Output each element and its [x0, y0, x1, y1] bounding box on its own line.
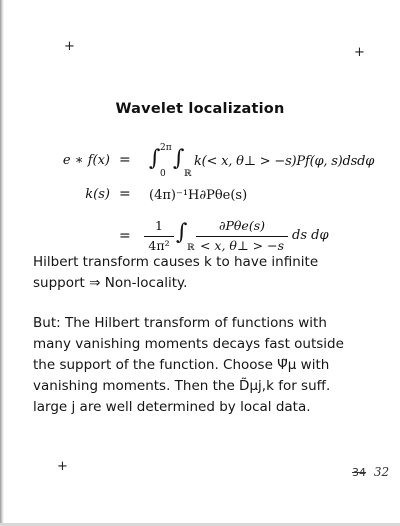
eq3-frac1-denominator: 4π² [148, 238, 170, 253]
eq2-rhs: (4π)⁻¹H∂Pθe(s) [149, 188, 248, 203]
eq3-integral: ∫ [176, 220, 188, 245]
registration-mark-top-left: + [64, 39, 75, 54]
eq1-integral-2: ∫ [173, 146, 185, 171]
paragraph2-line1: But: The Hilbert transform of functions with [33, 315, 327, 331]
eq1-lhs: e ∗ f(x) [62, 153, 110, 168]
eq2-equals: = [119, 186, 131, 202]
paragraph2-line3: the support of the function. Choose Ψ̃μ with [33, 357, 330, 373]
eq1-upper-limit: 2π [160, 143, 172, 153]
paragraph-vanishing-moments [33, 313, 373, 418]
paragraph1-line1: Hilbert transform causes k to have infinite [33, 254, 319, 270]
page-number-handwritten: 32 [373, 465, 390, 479]
eq3-frac1-numerator: 1 [155, 218, 163, 233]
paragraph2-line5: large j are well determined by local data. [33, 399, 311, 415]
page-number [352, 465, 389, 479]
eq1-equals: = [119, 152, 131, 168]
eq2-lhs: k(s) [85, 187, 110, 202]
eq1-integral-1: ∫ [149, 146, 161, 171]
paragraph-nonlocality [33, 252, 373, 293]
page-number-struck: 34 [352, 466, 366, 479]
eq3-tail: ds dφ [292, 228, 329, 243]
eq1-rhs: k(< x, θ⊥ > −s)Pf(φ, s)dsdφ [194, 154, 375, 169]
eq3-frac1-bar [144, 236, 174, 237]
eq3-equals: = [119, 228, 131, 244]
paragraph2-line4: vanishing moments. Then the D̃μj,k for suff. [33, 378, 331, 394]
eq3-fraction-2 [196, 218, 288, 252]
scan-edge-shadow [0, 0, 4, 526]
eq3-fraction-1 [144, 218, 174, 252]
eq1-lower-limit-2: ℝ [184, 169, 192, 179]
slide-title: Wavelet localization [115, 101, 285, 117]
eq3-frac2-denominator: < x, θ⊥ > −s [199, 238, 285, 253]
registration-mark-top-right: + [354, 45, 365, 60]
paragraph1-line2: support ⇒ Non-locality. [33, 274, 188, 291]
eq3-frac2-bar [196, 236, 288, 237]
eq1-lower-limit-1: 0 [160, 169, 166, 179]
paragraph2-line2: many vanishing moments decays fast outside [33, 336, 344, 352]
registration-mark-bottom-left: + [57, 459, 68, 474]
eq3-frac2-numerator: ∂Pθe(s) [219, 218, 265, 233]
eq3-lower-limit: ℝ [187, 243, 195, 253]
